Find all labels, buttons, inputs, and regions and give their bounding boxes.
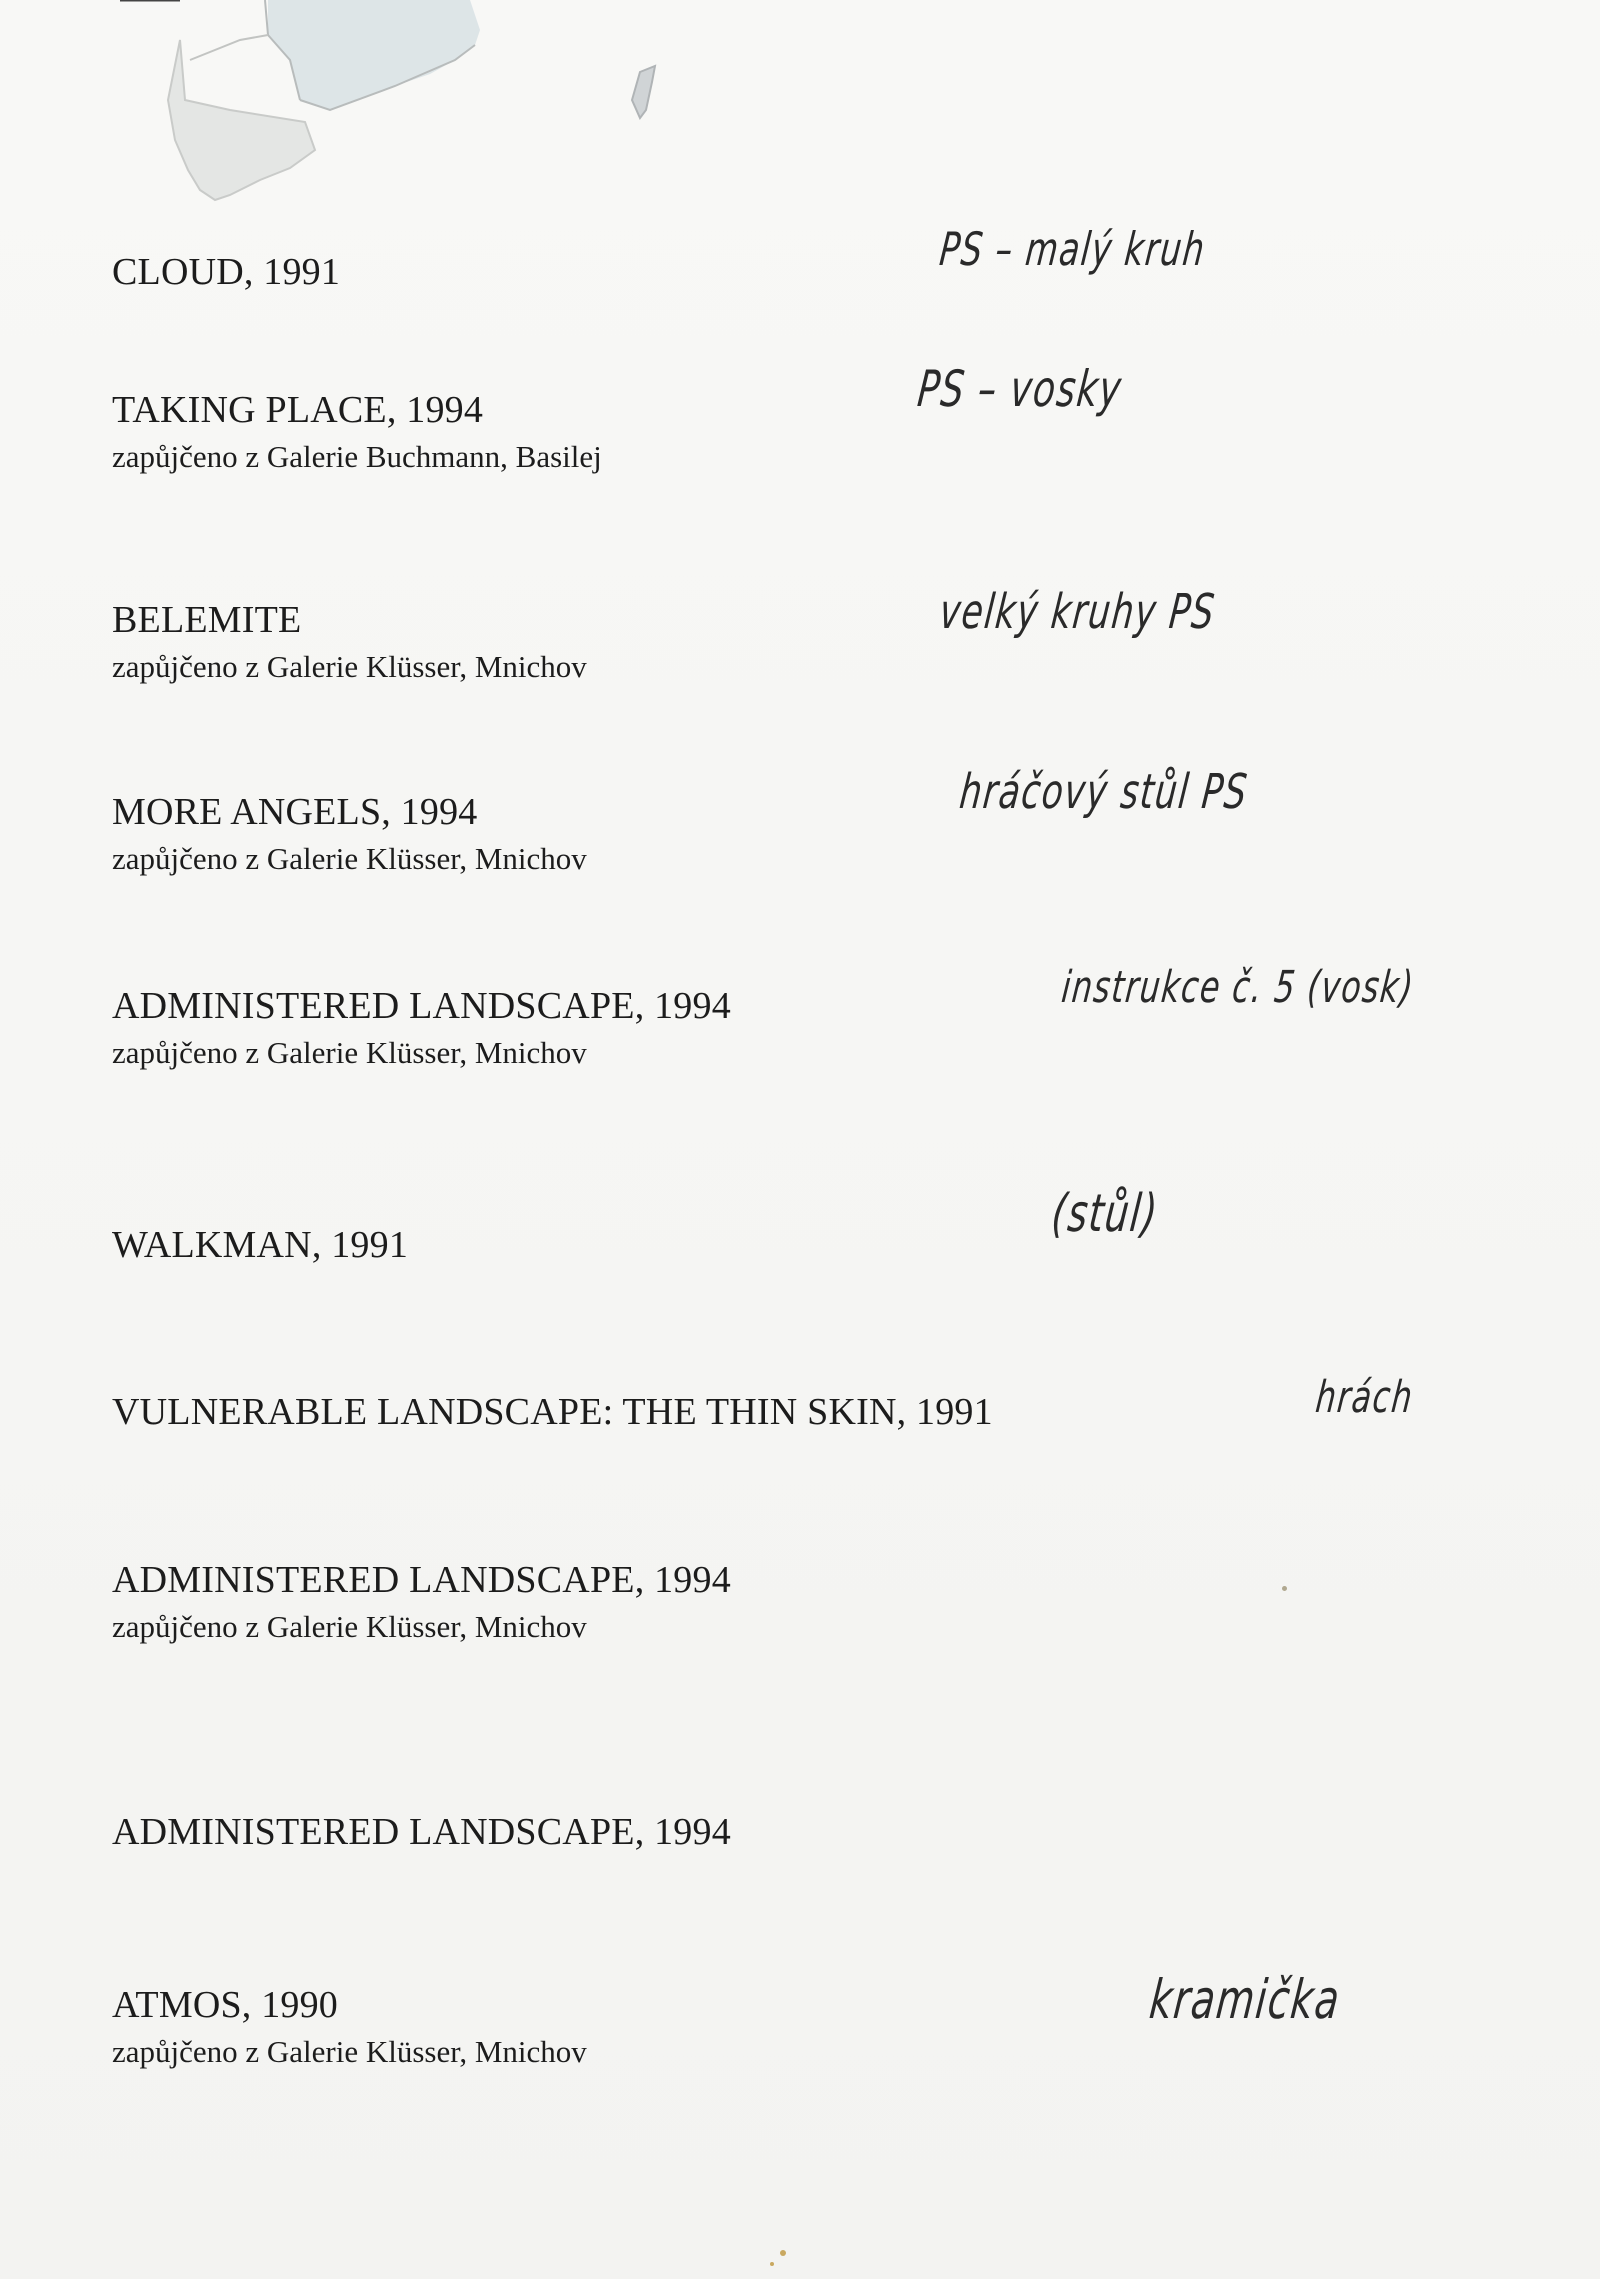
entry-title: TAKING PLACE, 1994: [112, 389, 484, 431]
entry-title: ADMINISTERED LANDSCAPE, 1994: [112, 1811, 731, 1853]
entry-title: ATMOS, 1990: [112, 1984, 339, 2026]
entry-10: [112, 1985, 587, 2070]
entry-loan: zapůjčeno z Galerie Klüsser, Mnichov: [112, 1608, 587, 1644]
entry-1: [112, 252, 340, 294]
entry-4: [112, 792, 587, 877]
entry-loan: zapůjčeno z Galerie Buchmann, Basilej: [112, 438, 602, 474]
handwritten-note: velký kruhy PS: [937, 584, 1219, 640]
entry-title: MORE ANGELS, 1994: [112, 791, 478, 833]
entry-title: VULNERABLE LANDSCAPE: THE THIN SKIN, 1991: [112, 1391, 993, 1433]
handwritten-note: kramička: [1146, 1968, 1344, 2031]
entry-loan: zapůjčeno z Galerie Klüsser, Mnichov: [112, 1034, 587, 1070]
entry-title: WALKMAN, 1991: [112, 1224, 409, 1266]
entry-title: ADMINISTERED LANDSCAPE, 1994: [112, 985, 731, 1027]
torn-corner-icon: [0, 0, 1600, 240]
handwritten-note: PS – vosky: [915, 360, 1126, 418]
entry-loan: zapůjčeno z Galerie Klüsser, Mnichov: [112, 648, 587, 684]
entry-7: [112, 1392, 993, 1434]
paper-speck: [1282, 1586, 1287, 1591]
entry-title: ADMINISTERED LANDSCAPE, 1994: [112, 1559, 731, 1601]
paper-speck: [770, 2262, 774, 2266]
handwritten-note: instrukce č. 5 (vosk): [1059, 962, 1417, 1013]
entry-3: [112, 600, 587, 685]
entry-title: CLOUD, 1991: [112, 251, 341, 293]
entry-2: [112, 390, 602, 475]
entry-loan: zapůjčeno z Galerie Klüsser, Mnichov: [112, 2033, 587, 2069]
entry-9: [112, 1812, 731, 1854]
entry-8: [112, 1560, 731, 1645]
entry-6: [112, 1225, 408, 1267]
entry-5: [112, 986, 731, 1071]
entry-title: BELEMITE: [112, 599, 302, 641]
handwritten-note: hrách: [1313, 1372, 1416, 1423]
handwritten-note: PS – malý kruh: [937, 222, 1209, 276]
handwritten-note: (stůl): [1048, 1184, 1162, 1244]
entry-loan: zapůjčeno z Galerie Klüsser, Mnichov: [112, 840, 587, 876]
paper-speck: [780, 2250, 786, 2256]
handwritten-note: hráčový stůl PS: [957, 764, 1251, 820]
